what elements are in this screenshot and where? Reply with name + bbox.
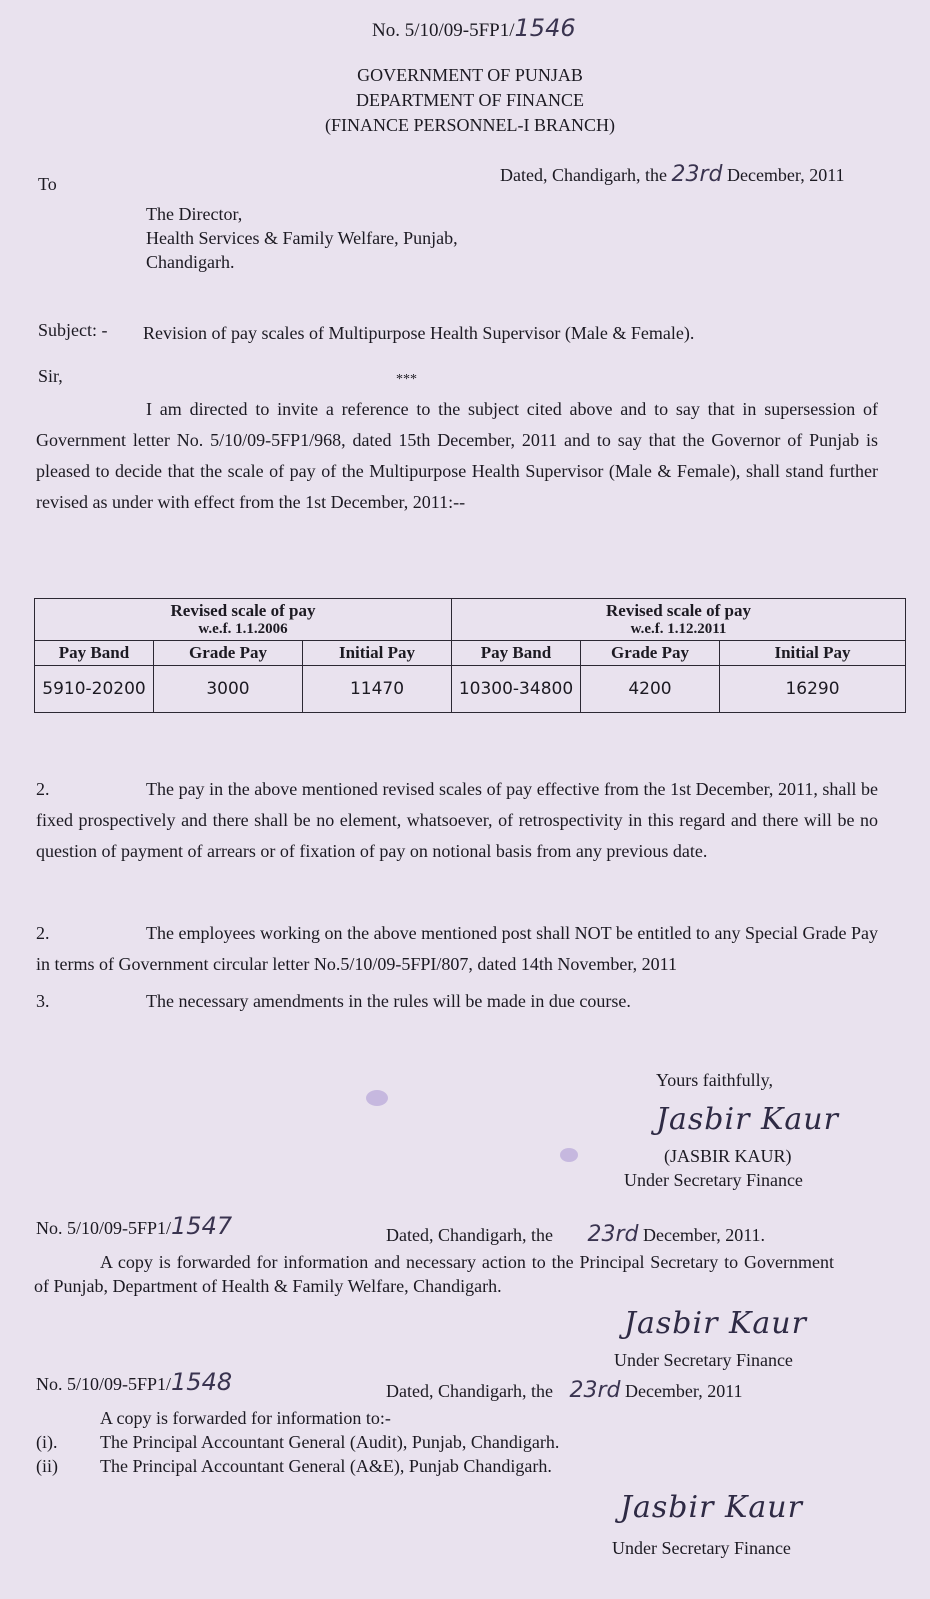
date-handwritten: 23rd — [671, 162, 723, 187]
table-cell: 3000 — [154, 666, 303, 713]
header-branch: (FINANCE PERSONNEL-I BRANCH) — [324, 115, 615, 135]
point-2a — [36, 774, 878, 867]
date-line — [500, 162, 845, 187]
point-2b — [36, 918, 878, 980]
endorsement-1-designation: Under Secretary Finance — [614, 1350, 793, 1370]
addressee-line1: The Director, — [146, 204, 243, 224]
endorsement-1-date-handwritten: 23rd — [587, 1222, 639, 1247]
pay-scale-table — [34, 598, 906, 713]
endorsement-2-number — [36, 1368, 232, 1396]
group-header-2011 — [452, 599, 906, 641]
endorsement-1-date-suffix: December, 2011. — [642, 1225, 766, 1245]
table-row — [35, 666, 906, 713]
table-cell: 5910-20200 — [35, 666, 154, 713]
point-number: 2. — [36, 923, 50, 943]
group-sub-2011: w.e.f. 1.12.2011 — [630, 621, 727, 637]
table-cell: 4200 — [581, 666, 720, 713]
signature-1: Jasbir Kaur — [656, 1102, 839, 1137]
header-govt: GOVERNMENT OF PUNJAB — [357, 65, 583, 85]
endorsement-2-designation: Under Secretary Finance — [612, 1538, 791, 1558]
recipient-number: (ii) — [36, 1456, 58, 1476]
endorsement-1-text — [34, 1250, 834, 1298]
point-number: 2. — [36, 779, 50, 799]
endorsement-1-number — [36, 1212, 232, 1240]
signatory-name: (JASBIR KAUR) — [664, 1146, 792, 1166]
date-suffix: December, 2011 — [726, 165, 845, 185]
endorsement-2-date-handwritten: 23rd — [569, 1378, 621, 1403]
col-header: Grade Pay — [154, 641, 303, 666]
group-sub-2006: w.e.f. 1.1.2006 — [198, 621, 288, 637]
to-label: To — [38, 174, 57, 194]
recipient-text: The Principal Accountant General (Audit), Punjab, Chandigarh. — [100, 1432, 560, 1452]
recipient-text: The Principal Accountant General (A&E), Punjab Chandigarh. — [100, 1456, 552, 1476]
recipient-item — [36, 1432, 559, 1453]
closing-yours: Yours faithfully, — [656, 1070, 774, 1090]
point-3 — [36, 986, 878, 1017]
endorsement-2-intro: A copy is forwarded for information to:- — [100, 1408, 391, 1428]
endorsement-1-date-prefix: Dated, Chandigarh, the — [386, 1225, 553, 1245]
separator-stars: *** — [396, 372, 417, 387]
endorsement-2-date-suffix: December, 2011 — [624, 1381, 743, 1401]
endorsement-2-date-prefix: Dated, Chandigarh, the — [386, 1381, 553, 1401]
signatory-designation: Under Secretary Finance — [624, 1170, 803, 1190]
signature-2: Jasbir Kaur — [624, 1306, 807, 1341]
addressee-line2: Health Services & Family Welfare, Punjab, — [146, 228, 458, 248]
file-number-printed: No. 5/10/09-5FP1/ — [372, 20, 515, 41]
col-header: Initial Pay — [720, 641, 906, 666]
file-number — [372, 14, 576, 42]
endorsement-2-no-handwritten: 1548 — [171, 1368, 233, 1396]
table-cell: 11470 — [303, 666, 452, 713]
endorsement-1-no-printed: No. 5/10/09-5FP1/ — [36, 1218, 172, 1238]
subject-label: Subject: - — [38, 320, 108, 340]
recipient-item — [36, 1456, 552, 1477]
point-number: 3. — [36, 991, 50, 1011]
group-title-2006: Revised scale of pay — [170, 601, 316, 620]
header-dept: DEPARTMENT OF FINANCE — [356, 90, 584, 110]
endorsement-1-no-handwritten: 1547 — [171, 1212, 233, 1240]
col-header: Pay Band — [452, 641, 581, 666]
point-text: The necessary amendments in the rules will be made in due course. — [146, 991, 631, 1011]
group-title-2011: Revised scale of pay — [606, 601, 751, 620]
col-header: Initial Pay — [303, 641, 452, 666]
salutation: Sir, — [38, 366, 63, 386]
group-header-2006 — [35, 599, 452, 641]
signature-3: Jasbir Kaur — [620, 1490, 803, 1525]
endorsement-1-body: A copy is forwarded for information and necessary action to the Principal Secretary to Government of Punjab, Department of Health & Family Welfare, Chandigarh. — [34, 1252, 834, 1296]
file-number-handwritten: 1546 — [514, 14, 576, 42]
col-header: Pay Band — [35, 641, 154, 666]
addressee-line3: Chandigarh. — [146, 252, 235, 272]
endorsement-2-no-printed: No. 5/10/09-5FP1/ — [36, 1374, 172, 1394]
endorsement-2-date — [386, 1378, 743, 1403]
ink-smudge — [366, 1090, 388, 1106]
ink-smudge — [560, 1148, 578, 1162]
paragraph-1 — [36, 394, 878, 518]
table-cell: 16290 — [720, 666, 906, 713]
recipient-number: (i). — [36, 1432, 58, 1452]
table-cell: 10300-34800 — [452, 666, 581, 713]
subject-text: Revision of pay scales of Multipurpose Health Supervisor (Male & Female). — [143, 323, 695, 343]
point-text: The employees working on the above mentioned post shall NOT be entitled to any Special Grade Pay in terms of Government circular letter No.5/10/09-5FPI/807, dated 14th November, 2011 — [36, 923, 878, 974]
paragraph-1-text: I am directed to invite a reference to the subject cited above and to say that in supersession of Government letter No. 5/10/09-5FP1/968, dated 15th December, 2011 and to say that the Governor of Punjab is pleased to decide that the scale of pay of the Multipurpose Health Supervisor (Male & Female), shall stand further revised as under with effect from the 1st December, 2011:-- — [36, 399, 878, 512]
date-prefix: Dated, Chandigarh, the — [500, 165, 667, 185]
col-header: Grade Pay — [581, 641, 720, 666]
point-text: The pay in the above mentioned revised scales of pay effective from the 1st December, 2011, shall be fixed prospectively and there shall be no element, whatsoever, of retrospectivity in this regard and there will be no question of payment of arrears or of fixation of pay on notional basis from any previous date. — [36, 779, 878, 861]
endorsement-1-date — [386, 1222, 765, 1247]
